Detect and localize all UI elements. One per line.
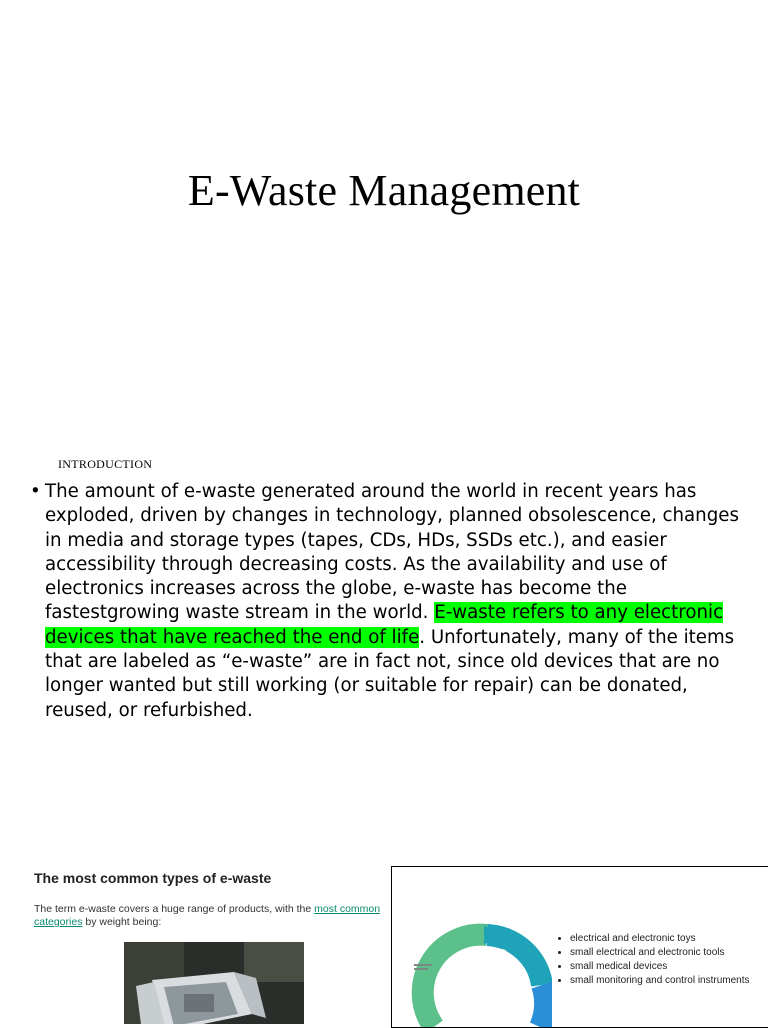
ewaste-types-heading: The most common types of e-waste (34, 870, 272, 886)
recycling-cycle-diagram (392, 867, 552, 1027)
paragraph-text: The amount of e-waste generated around the world in recent years has exploded, driven by changes in technology, planned obsolescence, changes in media and storage types (tapes, CDs, HDs, SSDs etc.), and easier accessibility through decreasing costs. As the availability and use of electronics increases across the globe, e-waste has become the fastestgrowing waste stream in the world. (45, 481, 739, 624)
category-item: • small medical devices (570, 960, 750, 974)
highlighted-definition: E-waste refers to any electronic devices that have reached the end of life (45, 602, 724, 648)
category-item: • small monitoring and control instruments (570, 974, 750, 988)
bullet-dot: • (30, 481, 41, 502)
ewaste-types-text-end: by weight being: (82, 916, 162, 928)
section-label: INTRODUCTION (58, 457, 153, 471)
category-item: • small electrical and electronic tools (570, 946, 750, 960)
ewaste-categories-screenshot (391, 866, 768, 1028)
category-item: • electrical and electronic toys (570, 932, 750, 946)
microwave-illustration (124, 942, 304, 1024)
category-list (552, 932, 750, 988)
ewaste-types-text (34, 903, 392, 929)
slide-title: E-Waste Management (187, 166, 581, 215)
intro-paragraph (45, 480, 755, 723)
ewaste-types-screenshot (30, 862, 392, 1024)
paragraph-text-end: . Unfortunately, many of the items that are labeled as “e-waste” are in fact not, since old devices that are no longer wanted but still working (or suitable for repair) can be donated, reused, or refurbished. (45, 626, 735, 721)
intro-bullet (30, 480, 755, 723)
microwave-photo (124, 942, 304, 1024)
ewaste-types-text-start: The term e-waste covers a huge range of products, with the (34, 903, 315, 915)
most-common-categories-link[interactable]: most common categories (34, 903, 381, 928)
